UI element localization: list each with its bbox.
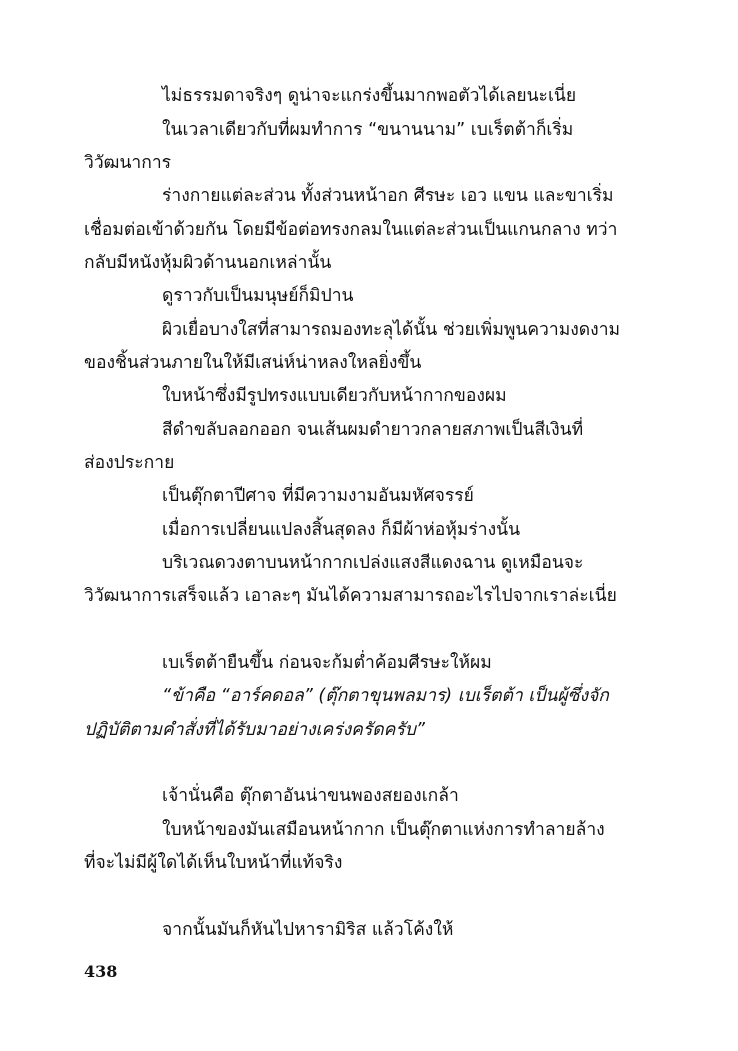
text-line: เมื่อการเปลี่ยนแปลงสิ้นสุดลง ก็มีผ้าห่อหุ้มร่างนั้น	[162, 520, 521, 540]
text-line: วิวัฒนาการเสร็จแล้ว เอาละๆ มันได้ความสามารถอะไรไปจากเราล่ะเนี่ย	[84, 586, 617, 606]
text-line: เชื่อมต่อเข้าด้วยกัน โดยมีข้อต่อทรงกลมในแต่ละส่วนเป็นแกนกลาง ทว่า	[84, 220, 618, 240]
text-line: ผิวเยื่อบางใสที่สามารถมองทะลุได้นั้น ช่วยเพิ่มพูนความงดงาม	[162, 320, 621, 340]
text-line: ใบหน้าซึ่งมีรูปทรงแบบเดียวกับหน้ากากของผม	[162, 386, 507, 406]
text-line: เจ้านั่นคือ ตุ๊กตาอันน่าขนพองสยองเกล้า	[162, 786, 459, 806]
text-line: ใบหน้าของมันเสมือนหน้ากาก เป็นตุ๊กตาแห่งการทำลายล้าง	[162, 820, 605, 840]
text-line: สีดำขลับลอกออก จนเส้นผมดำยาวกลายสภาพเป็นสีเงินที่	[162, 420, 584, 440]
text-line: ของชิ้นส่วนภายในให้มีเสน่ห์น่าหลงใหลยิ่งขึ้น	[84, 353, 422, 373]
text-line: ส่องประกาย	[84, 453, 175, 473]
text-line: วิวัฒนาการ	[84, 153, 172, 173]
text-line: ร่างกายแต่ละส่วน ทั้งส่วนหน้าอก ศีรษะ เอว แขน และขาเริ่ม	[162, 186, 614, 206]
text-line: บริเวณดวงตาบนหน้ากากเปล่งแสงสีแดงฉาน ดูเหมือนจะ	[162, 553, 584, 573]
text-line: เบเร็ตต้ายืนขึ้น ก่อนจะก้มต่ำค้อมศีรษะให้ผม	[162, 653, 492, 673]
text-line: เป็นตุ๊กตาปีศาจ ที่มีความงามอันมหัศจรรย์	[162, 486, 474, 506]
text-line: ในเวลาเดียวกับที่ผมทำการ “ขนานนาม” เบเร็ตต้าก็เริ่ม	[162, 120, 574, 140]
text-line: กลับมีหนังหุ้มผิวด้านนอกเหล่านั้น	[84, 253, 332, 273]
text-line: จากนั้นมันก็หันไปหารามิริส แล้วโค้งให้	[162, 920, 454, 940]
text-line: ไม่ธรรมดาจริงๆ ดูน่าจะแกร่งขึ้นมากพอตัวได้เลยนะเนี่ย	[162, 86, 577, 106]
text-line: ดูราวกับเป็นมนุษย์ก็มิปาน	[162, 286, 354, 306]
text-line: ที่จะไม่มีผู้ใดได้เห็นใบหน้าที่แท้จริง	[84, 853, 343, 873]
page-number: 438	[84, 962, 118, 981]
dialogue-line: ปฏิบัติตามคำสั่งที่ได้รับมาอย่างเคร่งครัดครับ”	[84, 720, 425, 740]
dialogue-line: “ข้าคือ “อาร์คดอล” (ตุ๊กตาขุนพลมาร) เบเร็ตต้า เป็นผู้ซึ่งจัก	[162, 686, 609, 706]
